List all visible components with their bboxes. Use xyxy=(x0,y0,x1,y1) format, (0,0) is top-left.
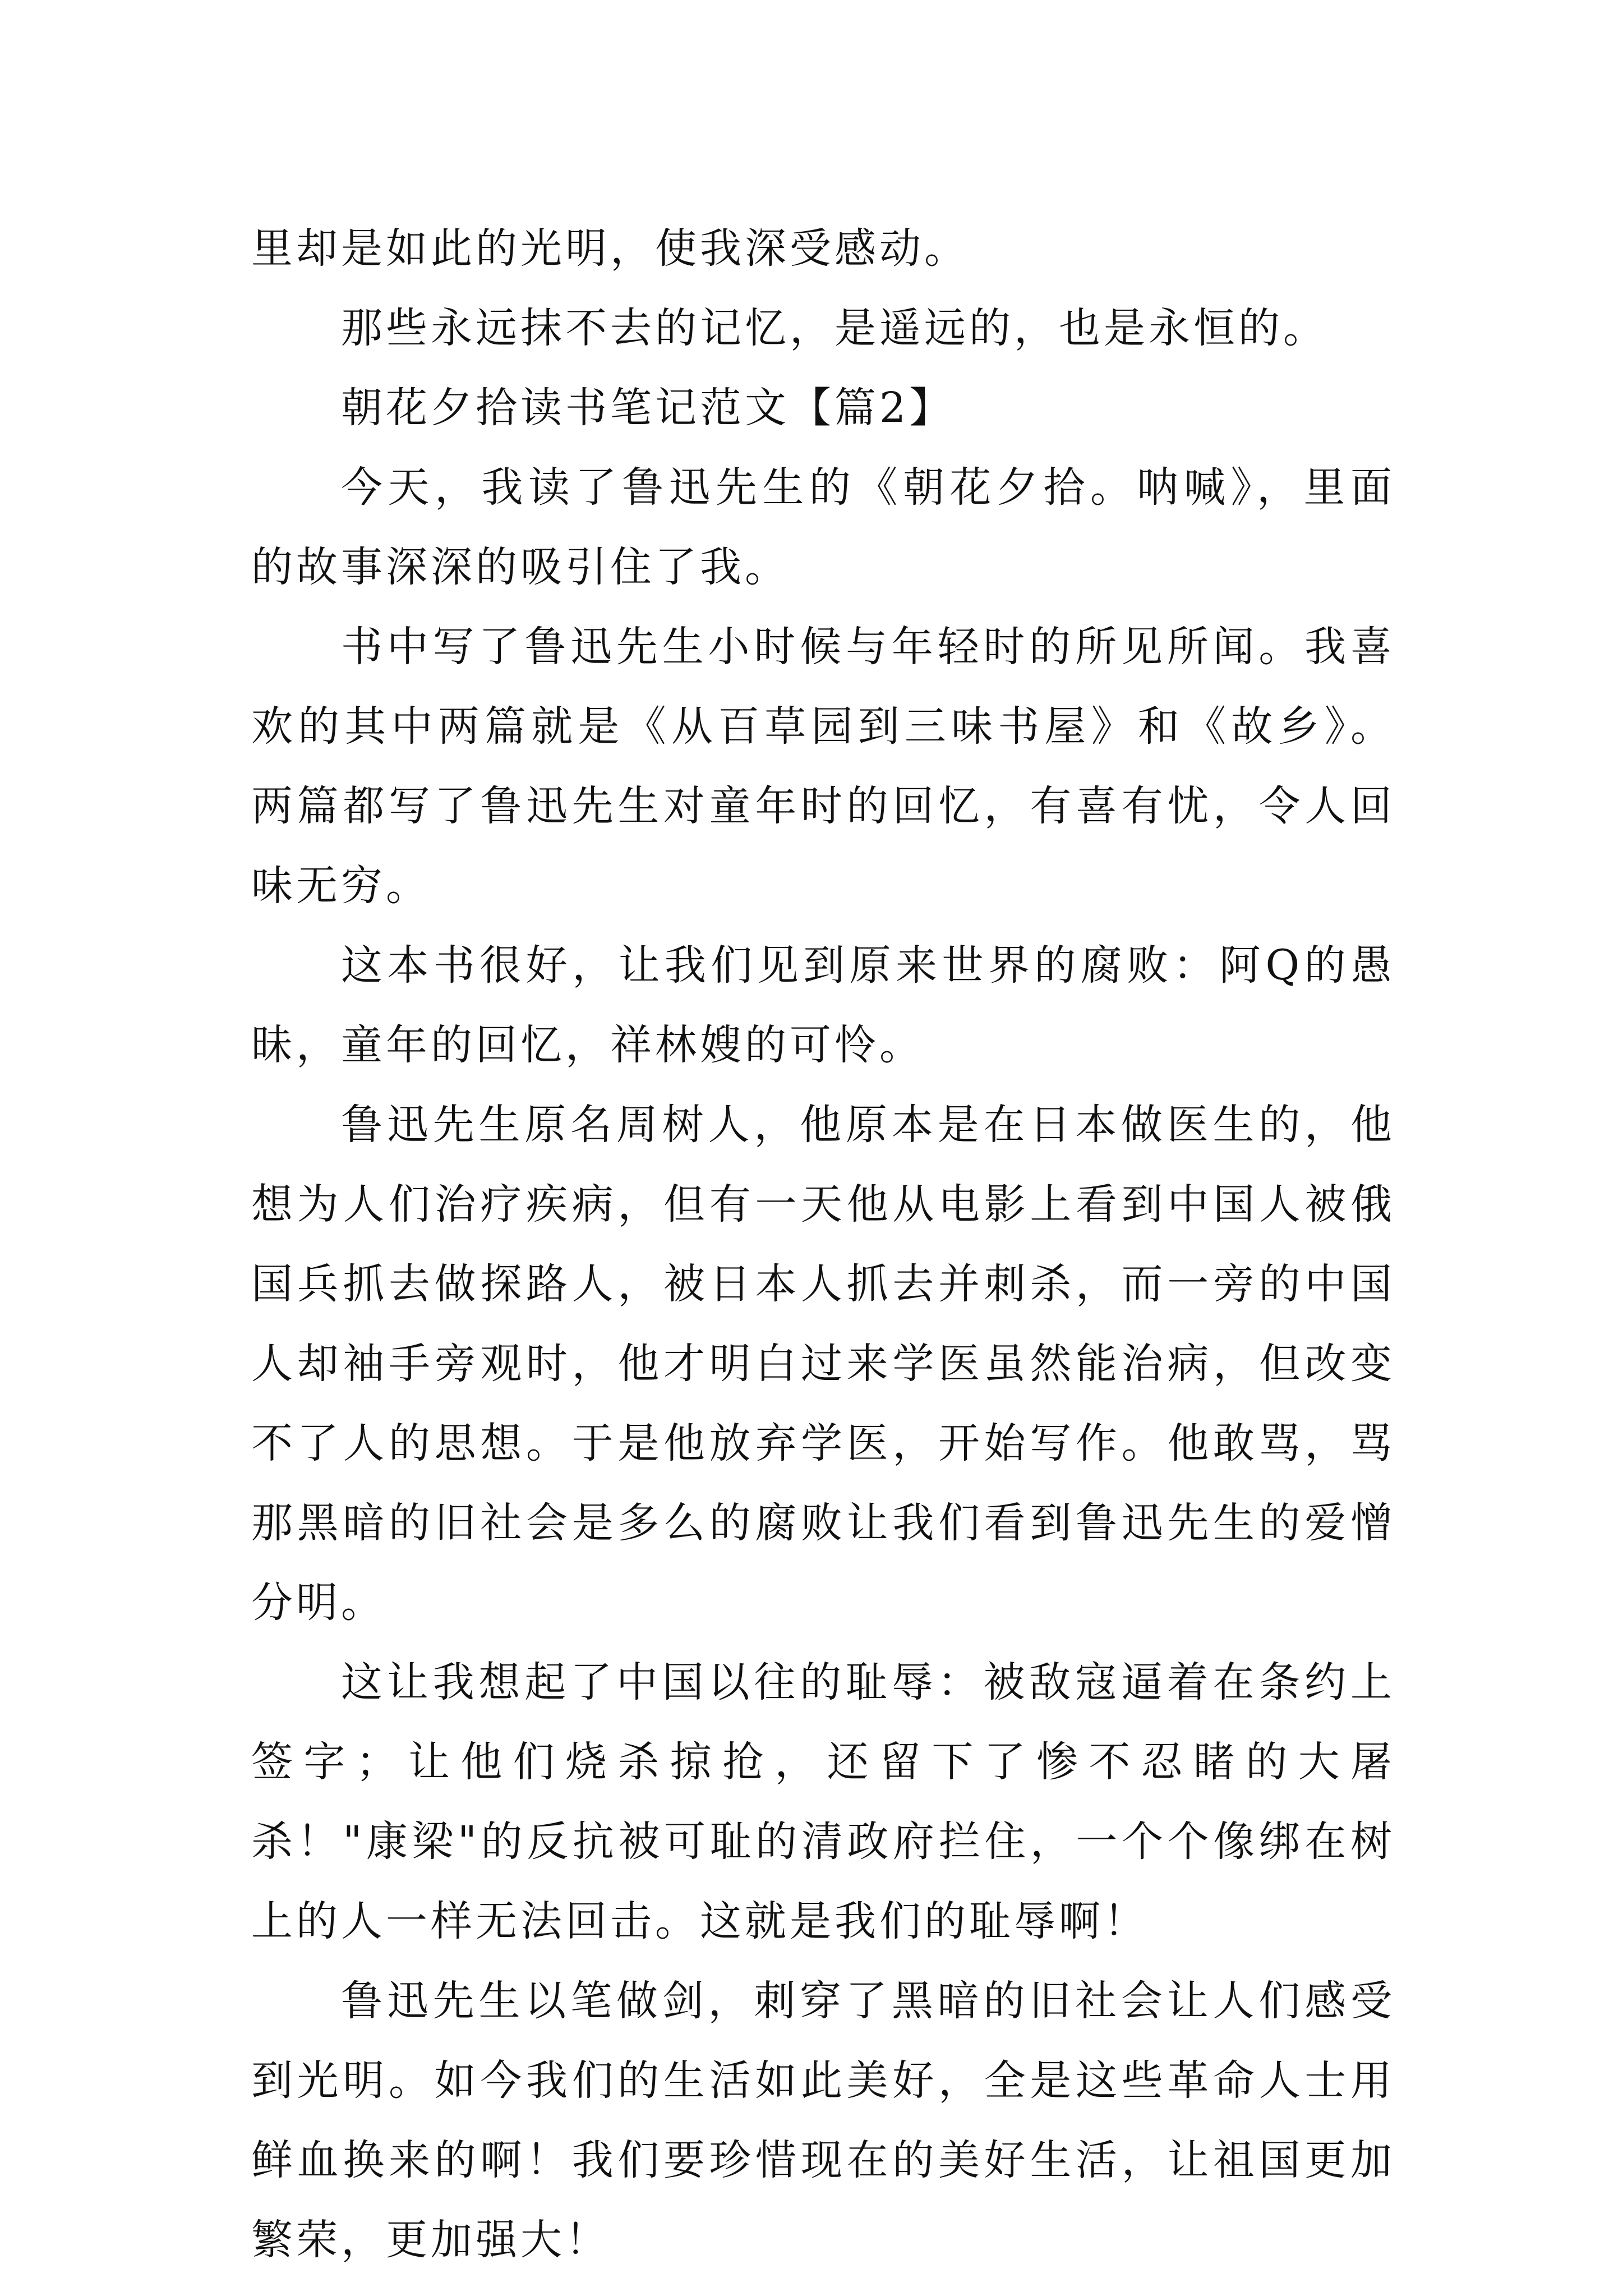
paragraph-4: 书中写了鲁迅先生小时候与年轻时的所见所闻。我喜欢的其中两篇就是《从百草园到三味书屋》和《故乡》。两篇都写了鲁迅先生对童年时的回忆，有喜有忧，令人回味无穷。 xyxy=(251,623,1395,910)
paragraph-7: 这让我想起了中国以往的耻辱：被敌寇逼着在条约上签字；让他们烧杀掠抢，还留下了惨不忍睹的大屠杀！"康梁"的反抗被可耻的清政府拦住，一个个像绑在树上的人一样无法回击。这就是我们的耻辱啊！ xyxy=(251,1658,1395,1945)
paragraph-8: 鲁迅先生以笔做剑，刺穿了黑暗的旧社会让人们感受到光明。如今我们的生活如此美好，全是这些革命人士用鲜血换来的啊！我们要珍惜现在的美好生活，让祖国更加繁荣，更加强大！ xyxy=(251,1977,1395,2264)
paragraph-3: 今天，我读了鲁迅先生的《朝花夕拾。呐喊》，里面的故事深深的吸引住了我。 xyxy=(251,463,1395,591)
section-heading: 朝花夕拾读书笔记范文【篇2】 xyxy=(341,384,955,432)
document-body xyxy=(251,209,1395,2280)
paragraph-5: 这本书很好，让我们见到原来世界的腐败：阿Q的愚昧，童年的回忆，祥林嫂的可怜。 xyxy=(251,941,1395,1069)
paragraph-1: 里却是如此的光明，使我深受感动。 xyxy=(251,224,969,273)
paragraph-6: 鲁迅先生原名周树人，他原本是在日本做医生的，他想为人们治疗疾病，但有一天他从电影上看到中国人被俄国兵抓去做探路人，被日本人抓去并刺杀，而一旁的中国人却袖手旁观时，他才明白过来学医虽然能治病，但改变不了人的思想。于是他放弃学医，开始写作。他敢骂，骂那黑暗的旧社会是多么的腐败让我们看到鲁迅先生的爱憎分明。 xyxy=(251,1101,1395,1627)
paragraph-2: 那些永远抹不去的记忆，是遥远的，也是永恒的。 xyxy=(341,304,1328,352)
